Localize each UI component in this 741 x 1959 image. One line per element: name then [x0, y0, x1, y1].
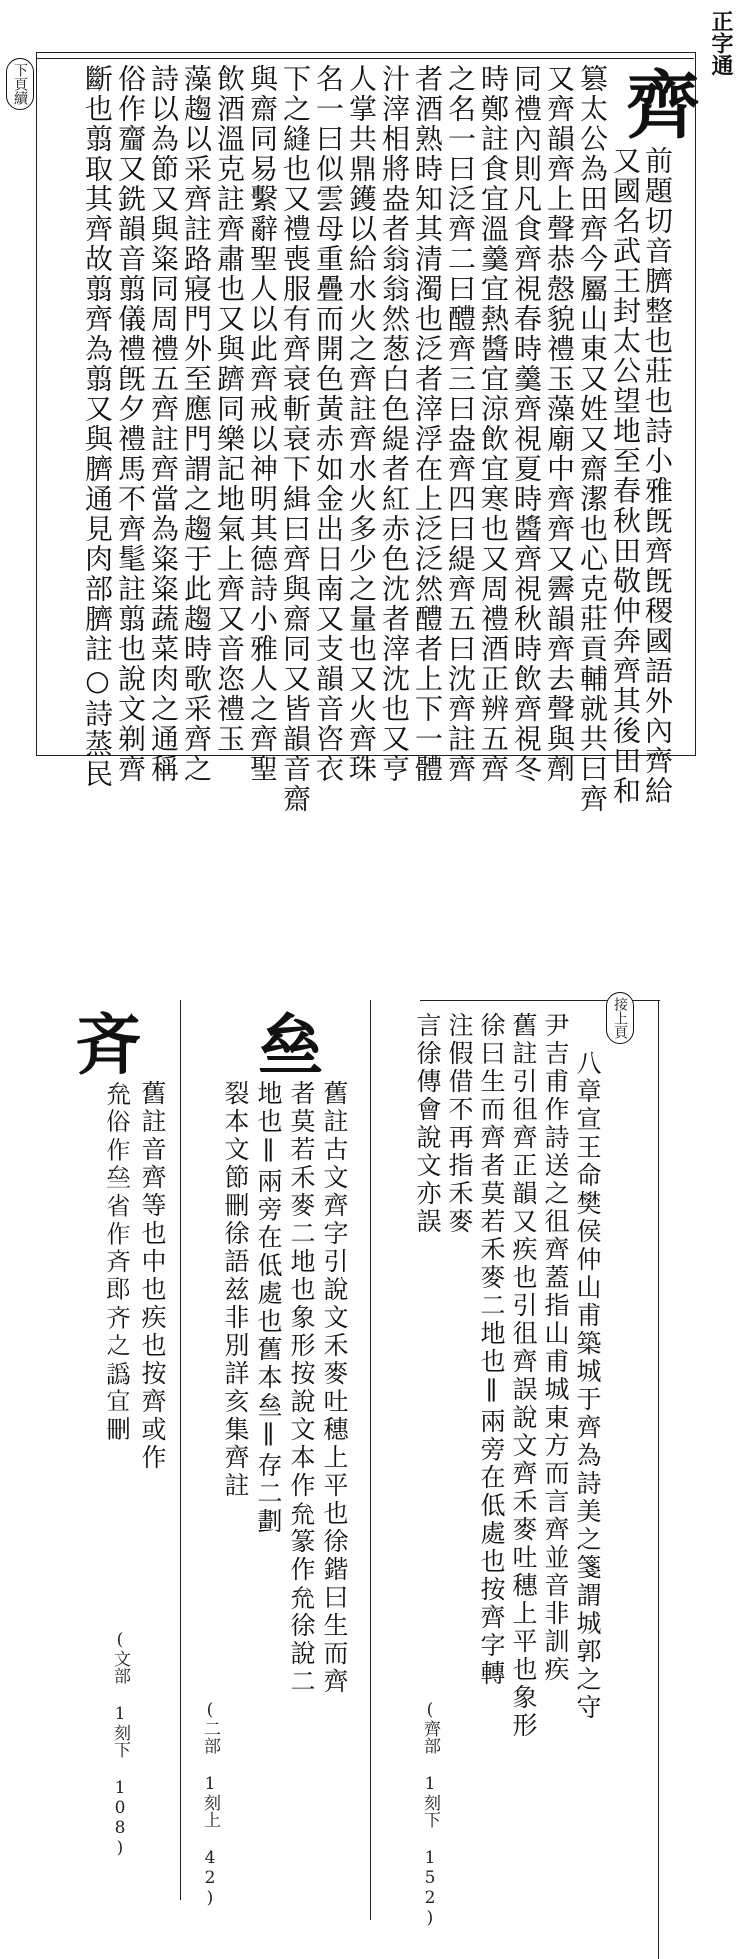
middle-column-1: 舊註古文齊字引說文禾麥吐穗上平也徐鍇曰生而齊 — [320, 1080, 349, 1696]
upper-column-8: 者酒熟時知其清濁也泛者滓浮在上泛泛然醴者上下一體 — [411, 64, 444, 784]
upper-column-12: 下之縫也又禮喪服有齊衰斬衰下緝曰齊與齋同又皆韻音齋 — [279, 64, 312, 814]
left-block-right-rule — [180, 1000, 181, 1900]
middle-column-2: 者莫若禾麥二地也象形按說文本作𠫱篆作𠫱徐說二 — [287, 1080, 316, 1696]
headword-gu: 亝 — [246, 1010, 324, 1076]
right-column-5: 注假借不再指禾麥 — [445, 1012, 474, 1236]
right-column-1: 八章宣王命樊侯仲山甫築城于齊為詩美之箋謂城郭之守 — [573, 1050, 602, 1722]
upper-column-5: 同禮內則凡食齊視春時羹齊視夏時醬齊視秋時飲齊視冬 — [510, 64, 543, 784]
middle-block-ref: (二部 1刻上 42) — [200, 1700, 220, 1908]
right-column-3: 舊註引徂齊正韻又疾也引徂齊誤說文齊禾麥吐穗上平也象形 — [509, 1012, 538, 1740]
upper-column-6: 時鄭註食宜溫羹宜熱醬宜涼飲宜寒也又周禮酒正辨五齊 — [477, 64, 510, 784]
middle-column-4: 裂本文節刪徐語兹非別詳亥集齊註 — [221, 1080, 250, 1500]
upper-column-18: 斷也翦取其齊故翦齊為翦又與臍通見肉部臍註○詩蒸民 — [81, 64, 114, 789]
upper-column-3: 篡太公為田齊今屬山東又姓又齋潔也心克莊貢輔就共曰齊 — [576, 64, 609, 814]
right-block-ref: (齊部 1刻下 152) — [420, 1700, 440, 1928]
left-column-1: 舊註音齊等也中也疾也按齊或作 — [138, 1080, 167, 1472]
right-block-right-rule — [658, 1000, 659, 1959]
upper-column-13: 與齋同易繫辭聖人以此齊戒以神明其德詩小雅人之齊聖 — [246, 64, 279, 784]
upper-inner-rule — [36, 58, 694, 59]
upper-column-10: 人掌共鼎鑊以給水火之齊註齊水火多少之量也又火齊珠 — [345, 64, 378, 784]
middle-block-right-rule — [370, 1000, 371, 1920]
left-column-2: 𠫱俗作亝省作斉郎齐之譌宜刪 — [103, 1080, 132, 1444]
upper-column-16: 詩以為節又與粢同周禮五齊註齊當為粢粢蔬菜肉之通稱 — [147, 64, 180, 784]
upper-column-15: 藻趨以采齊註路寢門外至應門謂之趨于此趨時歌采齊之 — [180, 64, 213, 784]
upper-column-14: 飲酒溫克註齊肅也又與躋同樂記地氣上齊又音恣禮玉 — [213, 64, 246, 754]
upper-column-4: 又齊韻齊上聲恭慤貌禮玉藻廟中齊齊又霽韻齊去聲與劑 — [543, 64, 576, 784]
continued-from-previous-tag: 接上頁 — [606, 992, 634, 1044]
upper-column-7: 之名一曰泛齊二曰醴齊三曰盎齊四曰緹齊五曰沈齊註齊 — [444, 64, 477, 784]
left-block-ref: (文部 1刻下 108) — [110, 1630, 130, 1858]
upper-column-11: 名一曰似雲母重疊而開色黃赤如金出日南又支韻音咨衣 — [312, 64, 345, 784]
middle-column-3: 地也∥兩旁在低處也舊本亝∥存二劃 — [254, 1080, 283, 1536]
upper-column-17: 俗作齏又銑韻音翦儀禮旣夕禮馬不齊髦註翦也說文剃齊 — [114, 64, 147, 784]
right-column-6: 言徐傳會說文亦誤 — [413, 1012, 442, 1236]
book-title: 正字通 — [708, 10, 734, 76]
continued-next-page-tag: 下頁續 — [6, 58, 34, 110]
right-column-4: 徐曰生而齊者莫若禾麥二地也∥兩旁在低處也按齊字轉 — [477, 1012, 506, 1688]
right-column-2: 尹吉甫作詩送之徂齊蓋指山甫城東方而言齊並音非訓疾 — [541, 1012, 570, 1684]
headword-qi-variant: 斉 — [64, 1010, 142, 1076]
upper-column-9: 汁滓相將盎者翁翁然葱白色緹者紅赤色沈者滓沈也又亨 — [378, 64, 411, 784]
upper-column-2: 又國名武王封太公望地至春秋田敬仲奔齊其後田和 — [609, 146, 642, 806]
headword-qi: 齊 — [614, 66, 700, 140]
upper-column-1: 前題切音臍整也莊也詩小雅旣齊旣稷國語外內齊給 — [641, 146, 674, 806]
